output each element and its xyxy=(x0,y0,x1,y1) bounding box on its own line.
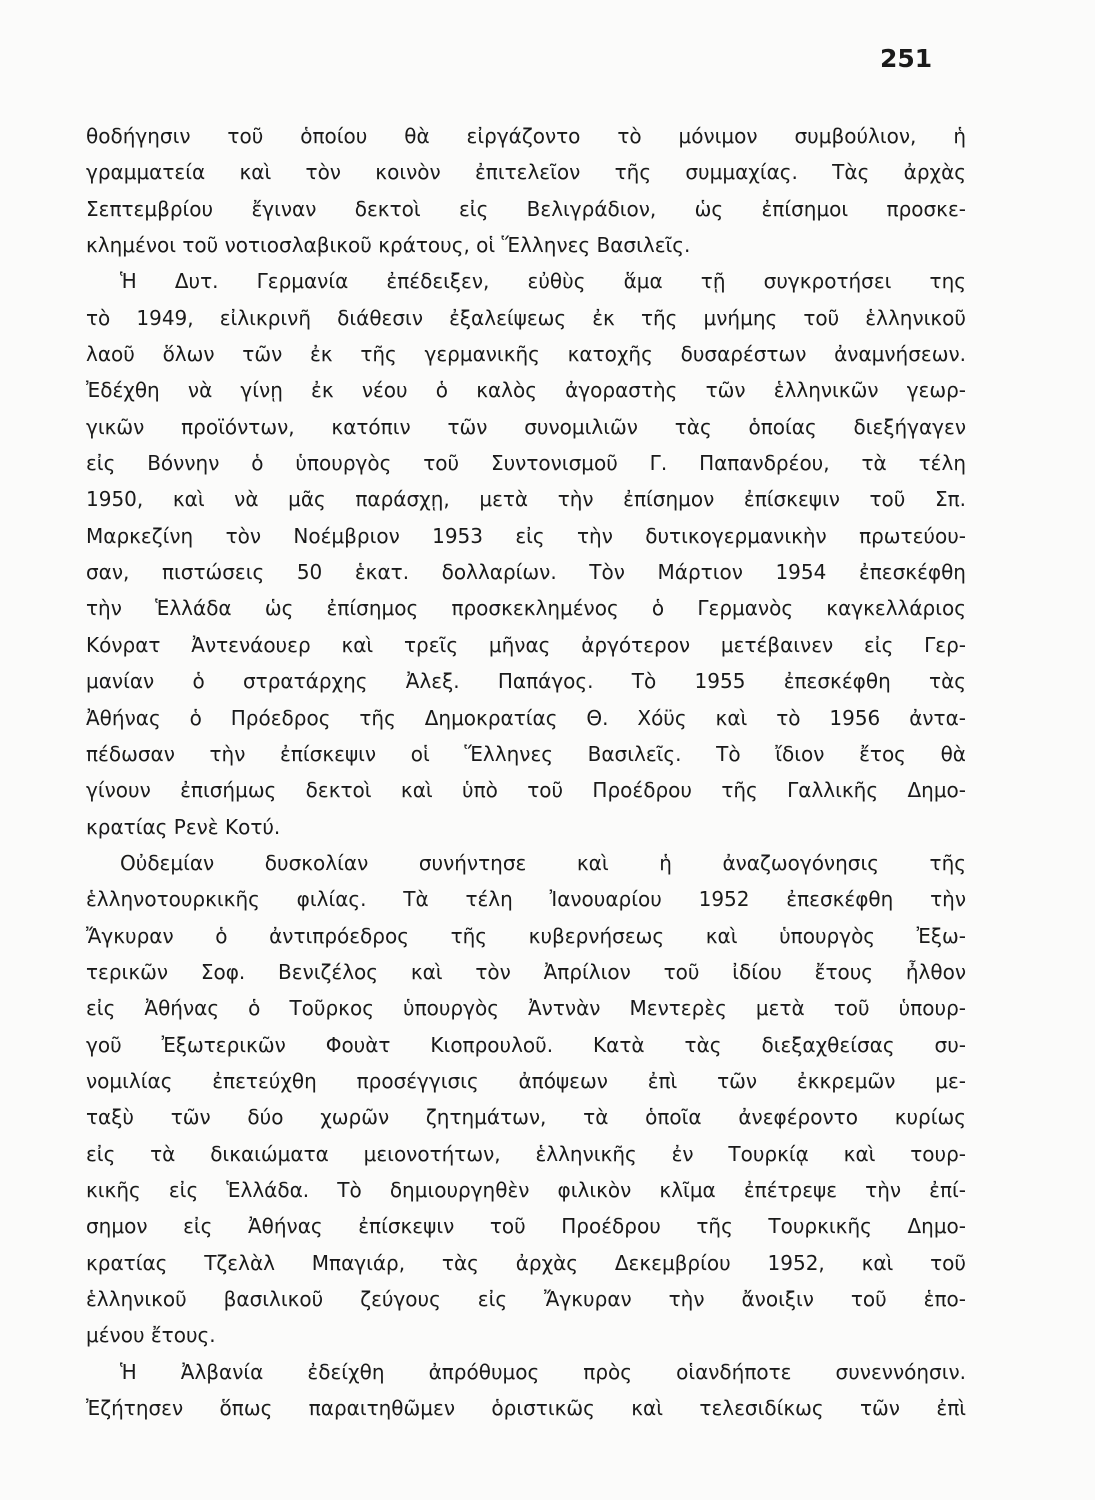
text-line: μένου ἔτους. xyxy=(86,1323,216,1348)
text-line: Οὐδεμίαν δυσκολίαν συνήντησε καὶ ἡ ἀναζωογόνησις τῆς xyxy=(120,850,966,875)
text-line: λαοῦ ὅλων τῶν ἐκ τῆς γερμανικῆς κατοχῆς δυσαρέστων ἀναμνήσεων. xyxy=(86,342,966,367)
text-line: κλημένοι τοῦ νοτιοσλαβικοῦ κράτους, οἱ Ἕλληνες Βασιλεῖς. xyxy=(86,233,691,258)
text-line: σημον εἰς Ἀθήνας ἐπίσκεψιν τοῦ Προέδρου τῆς Τουρκικῆς Δημο- xyxy=(86,1214,966,1239)
text-line: ἑλληνοτουρκικῆς φιλίας. Τὰ τέλη Ἰανουαρίου 1952 ἐπεσκέφθη τὴν xyxy=(86,887,966,912)
text-line: θοδήγησιν τοῦ ὁποίου θὰ εἰργάζοντο τὸ μόνιμον συμβούλιον, ἡ xyxy=(86,124,966,148)
text-line: Ἡ Δυτ. Γερμανία ἐπέδειξεν, εὐθὺς ἅμα τῇ συγκροτήσει της xyxy=(120,269,966,294)
text-line: νομιλίας ἐπετεύχθη προσέγγισις ἀπόψεων ἐπὶ τῶν ἐκκρεμῶν με- xyxy=(86,1068,966,1093)
text-line: Κόνρατ Ἀντενάουερ καὶ τρεῖς μῆνας ἀργότερον μετέβαινεν εἰς Γερ- xyxy=(86,632,966,657)
body-text xyxy=(86,118,966,1426)
text-line: Ἀθήνας ὁ Πρόεδρος τῆς Δημοκρατίας Θ. Χόϋς καὶ τὸ 1956 ἀντα- xyxy=(86,705,966,730)
text-line: σαν, πιστώσεις 50 ἑκατ. δολλαρίων. Τὸν Μάρτιον 1954 ἐπεσκέφθη xyxy=(86,560,966,585)
text-line: τὴν Ἑλλάδα ὡς ἐπίσημος προσκεκλημένος ὁ Γερμανὸς καγκελλάριος xyxy=(86,596,966,621)
text-line: κρατίας Τζελὰλ Μπαγιάρ, τὰς ἀρχὰς Δεκεμβρίου 1952, καὶ τοῦ xyxy=(86,1250,966,1275)
text-line: Ἐζήτησεν ὅπως παραιτηθῶμεν ὁριστικῶς καὶ τελεσιδίκως τῶν ἐπὶ xyxy=(86,1396,966,1421)
text-line: ταξὺ τῶν δύο χωρῶν ζητημάτων, τὰ ὁποῖα ἀνεφέροντο κυρίως xyxy=(86,1105,966,1130)
text-line: εἰς τὰ δικαιώματα μειονοτήτων, ἑλληνικῆς ἐν Τουρκίᾳ καὶ τουρ- xyxy=(86,1141,966,1166)
text-line: γραμματεία καὶ τὸν κοινὸν ἐπιτελεῖον τῆς συμμαχίας. Τὰς ἀρχὰς xyxy=(86,160,966,185)
text-line: πέδωσαν τὴν ἐπίσκεψιν οἱ Ἕλληνες Βασιλεῖς. Τὸ ἴδιον ἔτος θὰ xyxy=(86,741,966,766)
text-line: τὸ 1949, εἰλικρινῆ διάθεσιν ἐξαλείψεως ἐκ τῆς μνήμης τοῦ ἑλληνικοῦ xyxy=(86,305,966,330)
text-line: κρατίας Ρενὲ Κοτύ. xyxy=(86,814,281,839)
text-line: Ἐδέχθη νὰ γίνῃ ἐκ νέου ὁ καλὸς ἀγοραστὴς τῶν ἑλληνικῶν γεωρ- xyxy=(86,378,966,403)
page-number: 251 xyxy=(880,44,933,73)
text-line: γίνουν ἐπισήμως δεκτοὶ καὶ ὑπὸ τοῦ Προέδρου τῆς Γαλλικῆς Δημο- xyxy=(86,778,966,803)
text-line: εἰς Βόννην ὁ ὑπουργὸς τοῦ Συντονισμοῦ Γ. Παπανδρέου, τὰ τέλη xyxy=(86,451,966,476)
text-line: Σεπτεμβρίου ἔγιναν δεκτοὶ εἰς Βελιγράδιον, ὡς ἐπίσημοι προσκε- xyxy=(86,196,966,221)
text-line: Ἡ Ἀλβανία ἐδείχθη ἀπρόθυμος πρὸς οἱανδήποτε συνεννόησιν. xyxy=(120,1359,966,1384)
text-line: Ἄγκυραν ὁ ἀντιπρόεδρος τῆς κυβερνήσεως καὶ ὑπουργὸς Ἐξω- xyxy=(86,923,966,948)
text-line: κικῆς εἰς Ἑλλάδα. Τὸ δημιουργηθὲν φιλικὸν κλῖμα ἐπέτρεψε τὴν ἐπί- xyxy=(86,1177,966,1202)
text-line: μανίαν ὁ στρατάρχης Ἀλεξ. Παπάγος. Τὸ 1955 ἐπεσκέφθη τὰς xyxy=(86,669,966,694)
text-line: τερικῶν Σοφ. Βενιζέλος καὶ τὸν Ἀπρίλιον τοῦ ἰδίου ἔτους ἦλθον xyxy=(86,959,966,984)
text-line: γικῶν προϊόντων, κατόπιν τῶν συνομιλιῶν τὰς ὁποίας διεξήγαγεν xyxy=(86,414,966,439)
text-line: γοῦ Ἐξωτερικῶν Φουὰτ Κιοπρουλοῦ. Κατὰ τὰς διεξαχθείσας συ- xyxy=(86,1032,966,1057)
text-line: Μαρκεζίνη τὸν Νοέμβριον 1953 εἰς τὴν δυτικογερμανικὴν πρωτεύου- xyxy=(86,523,966,548)
text-line: εἰς Ἀθήνας ὁ Τοῦρκος ὑπουργὸς Ἀντνὰν Μεντερὲς μετὰ τοῦ ὑπουρ- xyxy=(86,996,966,1021)
text-line: ἑλληνικοῦ βασιλικοῦ ζεύγους εἰς Ἄγκυραν τὴν ἄνοιξιν τοῦ ἑπο- xyxy=(86,1287,966,1311)
text-line: 1950, καὶ νὰ μᾶς παράσχῃ, μετὰ τὴν ἐπίσημον ἐπίσκεψιν τοῦ Σπ. xyxy=(86,487,966,512)
